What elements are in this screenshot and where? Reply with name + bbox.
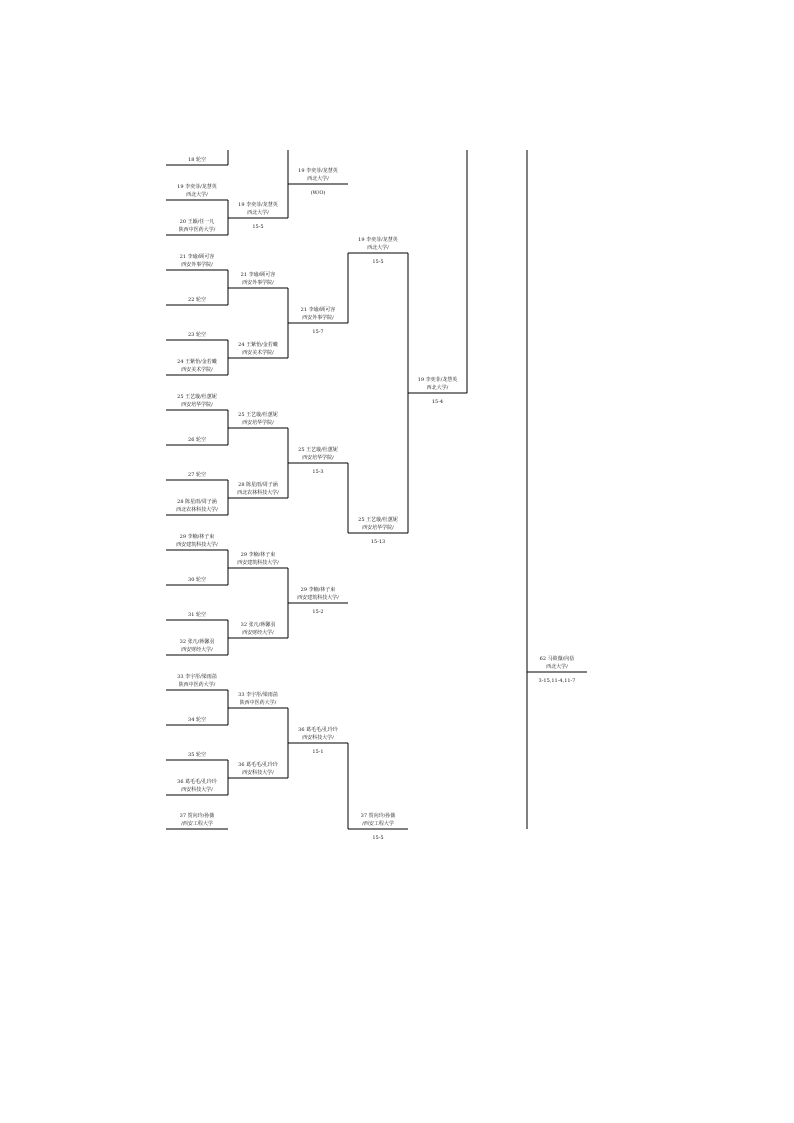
entry-label: /西安工程大学 — [181, 821, 213, 827]
entry-label: 西安科技大学/ — [242, 770, 274, 776]
entry-label: 23 轮空 — [188, 332, 206, 338]
entry-label: 西安培华学院/ — [362, 525, 394, 531]
entry-label: 21 李瑜/顾可容 — [300, 307, 336, 313]
entry-label: 21 李瑜/顾可容 — [240, 272, 276, 278]
entry-label: 陕西中医药大学/ — [178, 227, 216, 233]
entry-label: 25 王艺璇/杜蕙妮 — [358, 517, 398, 523]
entry-label: 29 李楠/林子束 — [240, 552, 276, 558]
match-score: 15-5 — [372, 835, 384, 841]
entry-label: 西安美术学院/ — [242, 350, 274, 356]
entry-label: 19 李奕菲/龙慧英 — [358, 237, 398, 243]
match-score: 15-7 — [312, 329, 324, 335]
entry-label: 22 轮空 — [188, 297, 206, 303]
entry-label: 26 轮空 — [188, 437, 206, 443]
match-score: 15-13 — [370, 539, 386, 545]
entry-label: 28 陈星雨/周子涵 — [177, 499, 217, 505]
entry-label: 西北农林科技大学/ — [176, 507, 218, 513]
match-score: 15-1 — [312, 749, 324, 755]
entry-label: 29 李楠/林子束 — [300, 587, 336, 593]
entry-label: 西安建筑科技大学/ — [297, 595, 339, 601]
entry-label: 西安科技大学/ — [302, 735, 334, 741]
entry-label: 19 李奕菲/龙慧英 — [177, 184, 217, 190]
entry-label: 19 李奕菲/龙慧英 — [417, 377, 458, 383]
entry-label: 西安外事学院/ — [302, 315, 334, 321]
entry-label: 西北大学/ — [426, 385, 449, 391]
entry-label: 37 贺向玲/孙薇 — [360, 813, 396, 819]
entry-label: 24 王紫怡/金若曦 — [238, 342, 278, 348]
entry-label: 西北农林科技大学/ — [237, 490, 279, 496]
entry-label: 18 轮空 — [188, 157, 206, 163]
entry-label: 陕西中医药大学/ — [178, 682, 216, 688]
entry-label: 西安培华学院/ — [302, 455, 334, 461]
entry-label: 36 葛毛毛/孔玲玲 — [177, 779, 217, 785]
entry-label: 19 李奕菲/龙慧英 — [298, 168, 338, 174]
entry-label: 34 轮空 — [188, 717, 206, 723]
entry-label: 28 陈星雨/周子涵 — [238, 482, 278, 488]
entry-label: /西安工程大学 — [362, 821, 394, 827]
entry-label: 西安建筑科技大学/ — [237, 560, 279, 566]
entry-label: 32 张凡/蒋馨羽 — [240, 622, 276, 628]
entry-label: 25 王艺璇/杜蕙妮 — [177, 394, 217, 400]
entry-label: 20 王颖/任一凡 — [179, 219, 215, 225]
entry-label: 27 轮空 — [188, 472, 206, 478]
entry-label: 西安培华学院/ — [181, 402, 213, 408]
match-score: 3-15,11-4,11-7 — [538, 678, 576, 684]
entry-label: 西安财经大学/ — [242, 630, 274, 636]
match-score: (W/O) — [310, 190, 326, 196]
match-score: 15-4 — [431, 399, 444, 405]
entry-label: 19 李奕菲/龙慧英 — [238, 202, 278, 208]
bracket-lines — [166, 150, 587, 829]
entry-label: 西北大学/ — [367, 245, 389, 251]
entry-label: 西安外事学院/ — [242, 280, 274, 286]
match-score: 15-3 — [312, 469, 324, 475]
entry-label: 西安美术学院/ — [181, 367, 213, 373]
entry-label: 33 李宇彤/梁雨菡 — [238, 692, 278, 698]
match-score: 15-5 — [252, 224, 264, 230]
entry-label: 西北大学/ — [186, 192, 208, 198]
entry-label: 西安建筑科技大学/ — [176, 542, 218, 548]
entry-label: 32 张凡/蒋馨羽 — [179, 639, 215, 645]
entry-label: 35 轮空 — [188, 752, 206, 758]
entry-label: 25 王艺璇/杜蕙妮 — [238, 412, 278, 418]
entry-label: 21 李瑜/顾可容 — [179, 254, 215, 260]
match-score: 15-2 — [312, 609, 324, 615]
entry-label: 29 李楠/林子束 — [179, 534, 215, 540]
entry-label: 25 王艺璇/杜蕙妮 — [298, 447, 338, 453]
entry-label: 24 王紫怡/金若曦 — [177, 359, 217, 365]
entry-label: 37 贺向玲/孙薇 — [179, 813, 215, 819]
entry-label: 西北大学/ — [546, 664, 568, 670]
entry-label: 西安财经大学/ — [181, 647, 213, 653]
entry-label: 36 葛毛毛/孔玲玲 — [298, 727, 338, 733]
entry-label: 西北大学/ — [247, 210, 269, 216]
entry-label: 西安外事学院/ — [181, 262, 213, 268]
entry-label: 西北大学/ — [307, 176, 329, 182]
entry-label: 36 葛毛毛/孔玲玲 — [238, 762, 278, 768]
entry-label: 陕西中医药大学/ — [239, 700, 277, 706]
match-score: 15-5 — [372, 259, 384, 265]
entry-label: 33 李宇彤/梁雨菡 — [177, 674, 217, 680]
entry-label: 62 马筱薇/向蓓 — [539, 656, 575, 662]
entry-label: 西安科技大学/ — [181, 787, 213, 793]
entry-label: 西安培华学院/ — [242, 420, 274, 426]
entry-label: 31 轮空 — [188, 612, 206, 618]
entry-label: 30 轮空 — [188, 577, 206, 583]
